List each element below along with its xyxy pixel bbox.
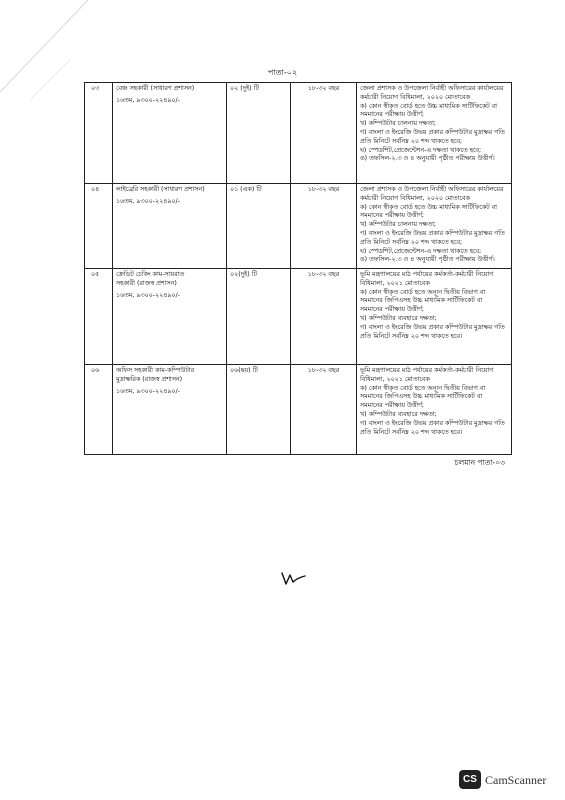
vacancy-count: ০১ (এক) টি [227,184,291,269]
requirement-line: ভূমি মন্ত্রণালয়ের মাঠ পর্যায়ের কর্মকর্তা-কর্মচারী নিয়োগ [360,271,494,278]
requirement-line: কর্মচারী নিয়োগ বিধিমালা, ২০২০ মোতাবেক [360,93,470,101]
requirement-line: গ) বাংলা ও ইংরেজি উভয় প্রকার কম্পিউটার মুদ্রাক্ষর গতি [360,128,505,136]
requirement-line: গ) বাংলা ও ইংরেজি উভয় প্রকার কম্পিউটার মুদ্রাক্ষর গতি [360,419,505,427]
requirement-line: ঘ) স্পেডশিট,প্রেজেন্টেশন-এ দক্ষতা থাকতে হবে; [360,247,482,255]
post-name: ক্রেডিট চেকিং কাম-সায়রাত [116,271,185,278]
table-row [85,83,512,184]
camscanner-logo: CS [459,770,481,789]
requirement-line: খ) কম্পিউটার ব্যবহারে দক্ষতা; [360,410,437,418]
requirements-cell [357,365,512,455]
requirement-line: প্রতি মিনিটে সর্বনিম্ন ২০ শব্দ থাকতে হবে। [360,332,463,340]
age-limit: ১৮-৩২ বছর [291,83,357,184]
requirement-line: কর্মচারী নিয়োগ বিধিমালা, ২০২০ মোতাবেক [360,194,470,202]
requirement-line: সমমানের পরীক্ষায় উত্তীর্ণ; [360,212,425,220]
requirement-line: ঘ) স্পেডশিট,প্রেজেন্টেশন-এ দক্ষতা থাকতে হবে; [360,146,482,154]
page-number: পাতা-০২ [267,68,298,77]
requirement-line: ঙ) তফসিল-২.৩ ও ৪ অনুযায়ী পৃষ্ঠীত পরীক্ষায় উত্তীর্ণ। [360,155,495,163]
requirements-cell [357,83,512,184]
pay-grade: ১৬তম, ৯৩০০-২২৪৯০/- [116,96,180,104]
vacancy-count: ০৬(ছয়) টি [227,365,291,455]
post-name: বেঞ্চ সহকারী (সাধারণ প্রশাসন) [116,85,195,92]
age-limit: ১৮-৩২ বছর [291,365,357,455]
vacancy-count: ০২ (দুই) টি [227,83,291,184]
requirement-line: ঙ) তফসিল-২.৩ ও ৪ অনুযায়ী পৃষ্ঠীত পরীক্ষায় উত্তীর্ণ। [360,256,495,264]
requirement-line: প্রতি মিনিটে সর্বনিম্ন ২০ শব্দ থাকতে হবে; [360,238,463,246]
continuation-note: চলমান পাতা-০৩ [454,458,505,467]
requirements-cell [357,269,512,365]
requirement-line: ক) কোন স্বীকৃত বোর্ড হতে অন্যূন দ্বিতীয় বিভাগ বা [360,384,486,392]
requirement-line: ক) কোন স্বীকৃত বোর্ড হতে উচ্চ মাধ্যমিক সার্টিফিকেট বা [360,102,497,110]
handwritten-signature [281,568,307,586]
requirement-line: ভূমি মন্ত্রণালয়ের মাঠ পর্যায়ের কর্মকর্তা-কর্মচারী নিয়োগ [360,367,494,374]
page-fold-shading [0,0,90,100]
requirement-line: ক) কোন স্বীকৃত বোর্ড হতে অন্যূন দ্বিতীয় বিভাগ বা [360,288,486,296]
requirement-line: গ) বাংলা ও ইংরেজি উভয় প্রকার কম্পিউটার মুদ্রাক্ষর গতি [360,323,505,331]
serial-cell: ০৬ [85,365,113,455]
table-row [85,365,512,455]
requirement-line: খ) কম্পিউটার চালনায় দক্ষতা; [360,221,437,229]
requirement-line: সমমানের পরীক্ষায় উত্তীর্ণ; [360,402,425,410]
requirement-line: খ) কম্পিউটার ব্যবহারে দক্ষতা; [360,314,437,322]
post-name: সহকারী (রাজস্ব প্রশাসন) [116,279,177,287]
post-cell [113,269,227,365]
pay-grade: ১৬তম, ৯৩০০-২২৪৯০/- [116,387,180,395]
requirement-line: সমমানের জিপিএসহ উচ্চ মাধ্যমিক সার্টিফিকেট বা [360,393,483,401]
requirement-line: সমমানের জিপিএসহ উচ্চ মাধ্যমিক সার্টিফিকেট বা [360,297,483,305]
age-limit: ১৮-৩২ বছর [291,184,357,269]
post-name: লাইব্রেরি সহকারী (সাধারণ প্রশাসন) [116,186,205,193]
requirement-line: জেলা প্রশাসক ও উপজেলা নির্বাহী অফিসারের কার্যালয়ের [360,186,504,193]
post-name: মুদ্রাক্ষরিক (রাজস্ব প্রশাসন) [116,375,183,383]
post-cell [113,83,227,184]
requirement-line: ক) কোন স্বীকৃত বোর্ড হতে উচ্চ মাধ্যমিক সার্টিফিকেট বা [360,203,497,211]
requirement-line: জেলা প্রশাসক ও উপজেলা নির্বাহী অফিসারের কার্যালয়ের [360,85,504,92]
table-row [85,269,512,365]
serial-cell: ০৫ [85,269,113,365]
serial-cell: ০৪ [85,184,113,269]
requirement-line: সমমানের পরীক্ষায় উত্তীর্ণ; [360,306,425,314]
pay-grade: ১৬তম, ৯৩০০-২২৪৯০/- [116,291,180,299]
post-cell [113,365,227,455]
requirements-cell [357,184,512,269]
requirement-line: গ) বাংলা ও ইংরেজি উভয় প্রকার কম্পিউটার মুদ্রাক্ষর গতি [360,229,505,237]
camscanner-wordmark: CamScanner [485,773,547,787]
pay-grade: ১৬তম, ৯৩০০-২২৪৯০/- [116,197,180,205]
age-limit: ১৮-৩২ বছর [291,269,357,365]
requirement-line: প্রতি মিনিটে সর্বনিম্ন ২০ শব্দ থাকতে হবে; [360,137,463,145]
vacancy-table [84,82,512,455]
vacancy-count: ০২(দুই) টি [227,269,291,365]
requirement-line: খ) কম্পিউটার চালনায় দক্ষতা; [360,120,437,128]
serial-cell: ০৩ [85,83,113,184]
requirement-line: প্রতি মিনিটে সর্বনিম্ন ২০ শব্দ থাকতে হবে। [360,428,463,436]
requirement-line: বিধিমালা, ২০২১ মোতাবেক [360,375,430,383]
table-row [85,184,512,269]
requirement-line: সমমানের পরীক্ষায় উত্তীর্ণ; [360,111,425,119]
post-cell [113,184,227,269]
post-name: অফিস সহকারী কাম-কম্পিউটার [116,367,195,374]
requirement-line: বিধিমালা, ২০২১ মোতাবেক [360,279,430,287]
